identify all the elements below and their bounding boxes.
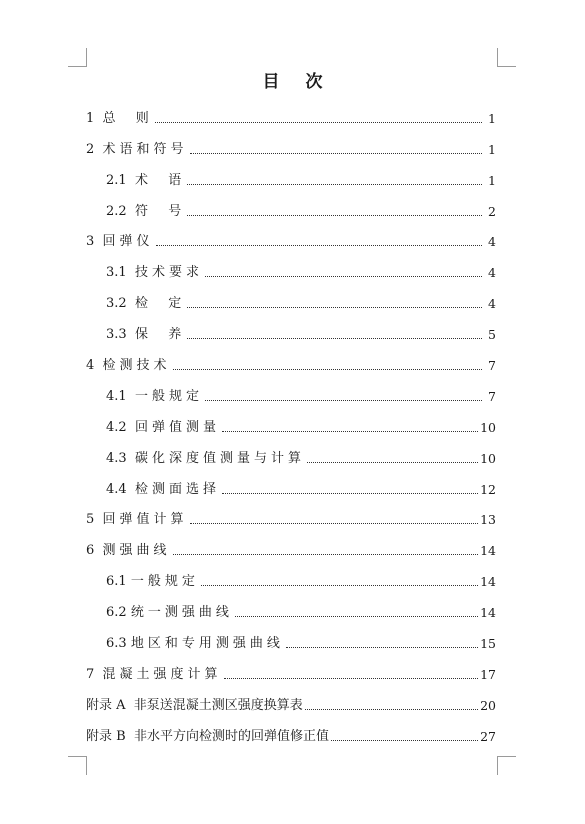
toc-entry-number: 3.2 <box>106 296 135 312</box>
dot-leader <box>187 214 482 216</box>
toc-entry[interactable] <box>86 127 496 158</box>
crop-mark-top-right <box>497 48 516 67</box>
toc-entry-number: 附录 A <box>86 697 134 713</box>
toc-entry[interactable] <box>86 621 496 652</box>
toc-title: 目 次 <box>262 72 333 92</box>
toc-entry-page-number: 1 <box>488 141 496 157</box>
dot-leader <box>155 121 482 123</box>
dot-leader <box>307 461 478 463</box>
dot-leader <box>331 739 478 741</box>
dot-leader <box>286 646 478 648</box>
dot-leader <box>190 152 482 154</box>
toc-entry-number: 4.3 <box>106 450 135 466</box>
toc-entry-page-number: 14 <box>480 574 496 590</box>
toc-entry[interactable] <box>86 281 496 312</box>
toc-entry-page-number: 5 <box>488 327 496 343</box>
toc-entry-page-number: 17 <box>480 666 496 682</box>
toc-entry[interactable] <box>86 250 496 281</box>
toc-entry-page-number: 1 <box>488 172 496 188</box>
toc-entry-title: 非泵送混凝土测区强度换算表 <box>133 697 303 713</box>
toc-entry[interactable] <box>86 374 496 405</box>
toc-entry[interactable] <box>86 590 496 621</box>
toc-entry-title: 测强曲线 <box>102 543 171 559</box>
toc-entry-page-number: 1 <box>488 110 496 126</box>
toc-entry-page-number: 7 <box>488 358 496 374</box>
toc-entry-page-number: 10 <box>480 419 496 435</box>
toc-entry-number: 2 <box>86 141 103 157</box>
toc-entry-page-number: 27 <box>480 728 496 744</box>
toc-entry-title: 回弹值计算 <box>102 512 188 528</box>
dot-leader <box>222 430 478 432</box>
toc-entry-title: 术 语 <box>134 172 186 188</box>
toc-entry-number: 3 <box>86 234 103 250</box>
toc-entry-number: 4.1 <box>106 388 135 404</box>
toc-entry-page-number: 12 <box>480 481 496 497</box>
toc-entry-title: 地区和专用测强曲线 <box>130 636 284 652</box>
toc-entry-number: 3.3 <box>106 327 135 343</box>
toc-entry[interactable] <box>86 559 496 590</box>
toc-entry-page-number: 4 <box>488 265 496 281</box>
table-of-contents <box>86 96 496 745</box>
toc-entry-page-number: 14 <box>480 605 496 621</box>
toc-entry-page-number: 13 <box>480 512 496 528</box>
toc-entry-page-number: 20 <box>480 697 496 713</box>
toc-entry-title: 回弹值测量 <box>134 419 220 435</box>
toc-entry[interactable] <box>86 436 496 467</box>
toc-entry[interactable] <box>86 652 496 683</box>
dot-leader <box>205 399 482 401</box>
toc-entry-number: 6.1 <box>106 574 131 590</box>
dot-leader <box>201 584 478 586</box>
toc-entry[interactable] <box>86 343 496 374</box>
toc-entry-number: 5 <box>86 512 103 528</box>
toc-entry-title: 统一测强曲线 <box>130 605 233 621</box>
toc-entry-title: 碳化深度值测量与计算 <box>134 450 305 466</box>
toc-entry-number: 2.2 <box>106 203 135 219</box>
toc-entry-title: 总 则 <box>102 110 153 126</box>
toc-entry-number: 6 <box>86 543 103 559</box>
dot-leader <box>235 615 478 617</box>
toc-entry[interactable] <box>86 467 496 498</box>
toc-entry-title: 混凝土强度计算 <box>102 666 222 682</box>
toc-entry-title: 技术要求 <box>134 265 203 281</box>
toc-entry[interactable] <box>86 220 496 251</box>
toc-entry[interactable] <box>86 312 496 343</box>
dot-leader <box>222 492 478 494</box>
dot-leader <box>224 677 479 679</box>
toc-entry[interactable] <box>86 189 496 220</box>
toc-entry-title: 一般规定 <box>130 574 199 590</box>
toc-entry[interactable] <box>86 96 496 127</box>
dot-leader <box>305 708 478 710</box>
toc-entry-page-number: 4 <box>488 234 496 250</box>
toc-entry-number: 4.2 <box>106 419 135 435</box>
toc-entry-title: 检测面选择 <box>134 481 220 497</box>
toc-entry[interactable] <box>86 405 496 436</box>
toc-entry-title: 检测技术 <box>102 358 171 374</box>
toc-entry-page-number: 10 <box>480 450 496 466</box>
toc-entry-title: 检 定 <box>134 296 186 312</box>
toc-entry[interactable] <box>86 683 496 714</box>
toc-entry-number: 3.1 <box>106 265 135 281</box>
dot-leader <box>156 244 482 246</box>
toc-entry-title: 术语和符号 <box>102 141 188 157</box>
toc-entry-page-number: 15 <box>480 636 496 652</box>
toc-entry-page-number: 2 <box>488 203 496 219</box>
toc-entry-number: 4 <box>86 358 103 374</box>
toc-entry[interactable] <box>86 528 496 559</box>
toc-entry-page-number: 7 <box>488 388 496 404</box>
dot-leader <box>190 522 479 524</box>
toc-entry-page-number: 14 <box>480 543 496 559</box>
toc-entry[interactable] <box>86 498 496 529</box>
toc-entry-number: 4.4 <box>106 481 135 497</box>
dot-leader <box>187 183 482 185</box>
crop-mark-bottom-left <box>68 756 87 775</box>
toc-entry-number: 2.1 <box>106 172 135 188</box>
toc-entry-title: 一般规定 <box>134 388 203 404</box>
toc-entry-title: 非水平方向检测时的回弹值修正值 <box>133 728 329 744</box>
toc-entry-number: 附录 B <box>86 728 134 744</box>
crop-mark-bottom-right <box>497 756 516 775</box>
dot-leader <box>187 337 482 339</box>
toc-entry-page-number: 4 <box>488 296 496 312</box>
toc-entry[interactable] <box>86 714 496 745</box>
toc-entry-number: 1 <box>86 110 103 126</box>
toc-entry-number: 6.3 <box>106 636 131 652</box>
dot-leader <box>173 553 479 555</box>
crop-mark-top-left <box>68 48 87 67</box>
toc-entry-title: 符 号 <box>134 203 186 219</box>
dot-leader <box>173 368 482 370</box>
toc-entry-title: 保 养 <box>134 327 186 343</box>
toc-entry-title: 回弹仪 <box>102 234 154 250</box>
toc-entry-number: 7 <box>86 666 103 682</box>
toc-entry-number: 6.2 <box>106 605 131 621</box>
dot-leader <box>187 306 482 308</box>
dot-leader <box>205 275 482 277</box>
toc-entry[interactable] <box>86 158 496 189</box>
